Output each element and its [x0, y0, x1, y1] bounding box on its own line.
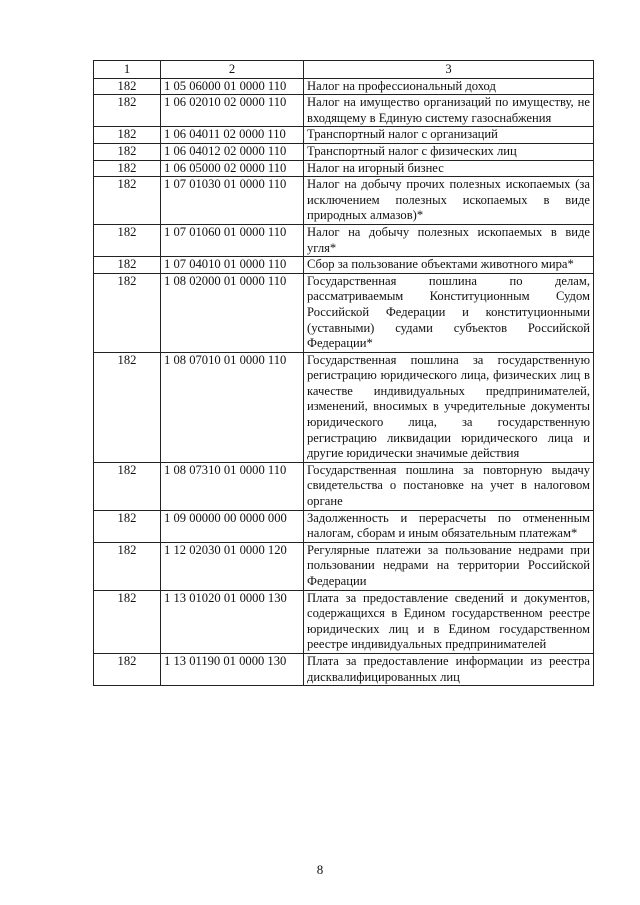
kbk-code-cell: 1 08 07310 01 0000 110 [161, 462, 304, 510]
admin-code-cell: 182 [94, 590, 161, 653]
admin-code-cell: 182 [94, 95, 161, 127]
header-col-2: 2 [161, 61, 304, 79]
header-col-1: 1 [94, 61, 161, 79]
kbk-code-cell: 1 09 00000 00 0000 000 [161, 510, 304, 542]
table-row [94, 653, 594, 685]
table-row [94, 224, 594, 256]
revenue-name-cell: Государственная пошлина за государственную регистрацию юридического лица, физических лиц в качестве индивидуальных предпринимателей, изменений, вносимых в учредительные документы юридического лица, за государственную регистрацию ликвидации юридического лица и другие юридически значимые действия [304, 352, 594, 462]
revenue-name-cell: Транспортный налог с физических лиц [304, 143, 594, 160]
kbk-code-cell: 1 12 02030 01 0000 120 [161, 542, 304, 590]
revenue-name-cell: Налог на имущество организаций по имуществу, не входящему в Единую систему газоснабжения [304, 95, 594, 127]
table-row [94, 95, 594, 127]
revenue-name-cell: Плата за предоставление информации из реестра дисквалифицированных лиц [304, 653, 594, 685]
revenue-name-cell: Транспортный налог с организаций [304, 127, 594, 144]
revenue-name-cell: Налог на профессиональный доход [304, 78, 594, 95]
admin-code-cell: 182 [94, 273, 161, 352]
admin-code-cell: 182 [94, 257, 161, 274]
revenue-name-cell: Государственная пошлина по делам, рассматриваемым Конституционным Судом Российской Федерации и конституционными (уставными) судами субъектов Российской Федерации* [304, 273, 594, 352]
admin-code-cell: 182 [94, 542, 161, 590]
revenue-codes-table [93, 60, 594, 686]
admin-code-cell: 182 [94, 462, 161, 510]
kbk-code-cell: 1 08 02000 01 0000 110 [161, 273, 304, 352]
table-row [94, 542, 594, 590]
revenue-name-cell: Регулярные платежи за пользование недрами при пользовании недрами на территории Российской Федерации [304, 542, 594, 590]
admin-code-cell: 182 [94, 160, 161, 177]
table-row [94, 462, 594, 510]
admin-code-cell: 182 [94, 510, 161, 542]
table-row [94, 590, 594, 653]
kbk-code-cell: 1 06 04011 02 0000 110 [161, 127, 304, 144]
kbk-code-cell: 1 08 07010 01 0000 110 [161, 352, 304, 462]
table-row [94, 78, 594, 95]
kbk-code-cell: 1 05 06000 01 0000 110 [161, 78, 304, 95]
admin-code-cell: 182 [94, 653, 161, 685]
revenue-name-cell: Плата за предоставление сведений и документов, содержащихся в Едином государственном реестре юридических лиц и в Едином государственном реестре индивидуальных предпринимателей [304, 590, 594, 653]
admin-code-cell: 182 [94, 127, 161, 144]
table-row [94, 160, 594, 177]
header-col-3: 3 [304, 61, 594, 79]
kbk-code-cell: 1 06 04012 02 0000 110 [161, 143, 304, 160]
table-row [94, 510, 594, 542]
kbk-code-cell: 1 13 01190 01 0000 130 [161, 653, 304, 685]
revenue-name-cell: Налог на добычу прочих полезных ископаемых (за исключением полезных ископаемых в виде природных алмазов)* [304, 177, 594, 225]
admin-code-cell: 182 [94, 143, 161, 160]
admin-code-cell: 182 [94, 224, 161, 256]
table-row [94, 127, 594, 144]
kbk-code-cell: 1 13 01020 01 0000 130 [161, 590, 304, 653]
revenue-name-cell: Государственная пошлина за повторную выдачу свидетельства о постановке на учет в налоговом органе [304, 462, 594, 510]
admin-code-cell: 182 [94, 177, 161, 225]
table-row [94, 257, 594, 274]
revenue-name-cell: Налог на игорный бизнес [304, 160, 594, 177]
kbk-code-cell: 1 07 01030 01 0000 110 [161, 177, 304, 225]
kbk-code-cell: 1 07 04010 01 0000 110 [161, 257, 304, 274]
admin-code-cell: 182 [94, 78, 161, 95]
table-header-row [94, 61, 594, 79]
table-row [94, 352, 594, 462]
table-row [94, 177, 594, 225]
page-number: 8 [316, 862, 324, 877]
kbk-code-cell: 1 06 05000 02 0000 110 [161, 160, 304, 177]
revenue-name-cell: Задолженность и перерасчеты по отмененным налогам, сборам и иным обязательным платежам* [304, 510, 594, 542]
table-row [94, 273, 594, 352]
kbk-code-cell: 1 06 02010 02 0000 110 [161, 95, 304, 127]
revenue-name-cell: Налог на добычу полезных ископаемых в виде угля* [304, 224, 594, 256]
admin-code-cell: 182 [94, 352, 161, 462]
revenue-name-cell: Сбор за пользование объектами животного мира* [304, 257, 594, 274]
table-row [94, 143, 594, 160]
kbk-code-cell: 1 07 01060 01 0000 110 [161, 224, 304, 256]
